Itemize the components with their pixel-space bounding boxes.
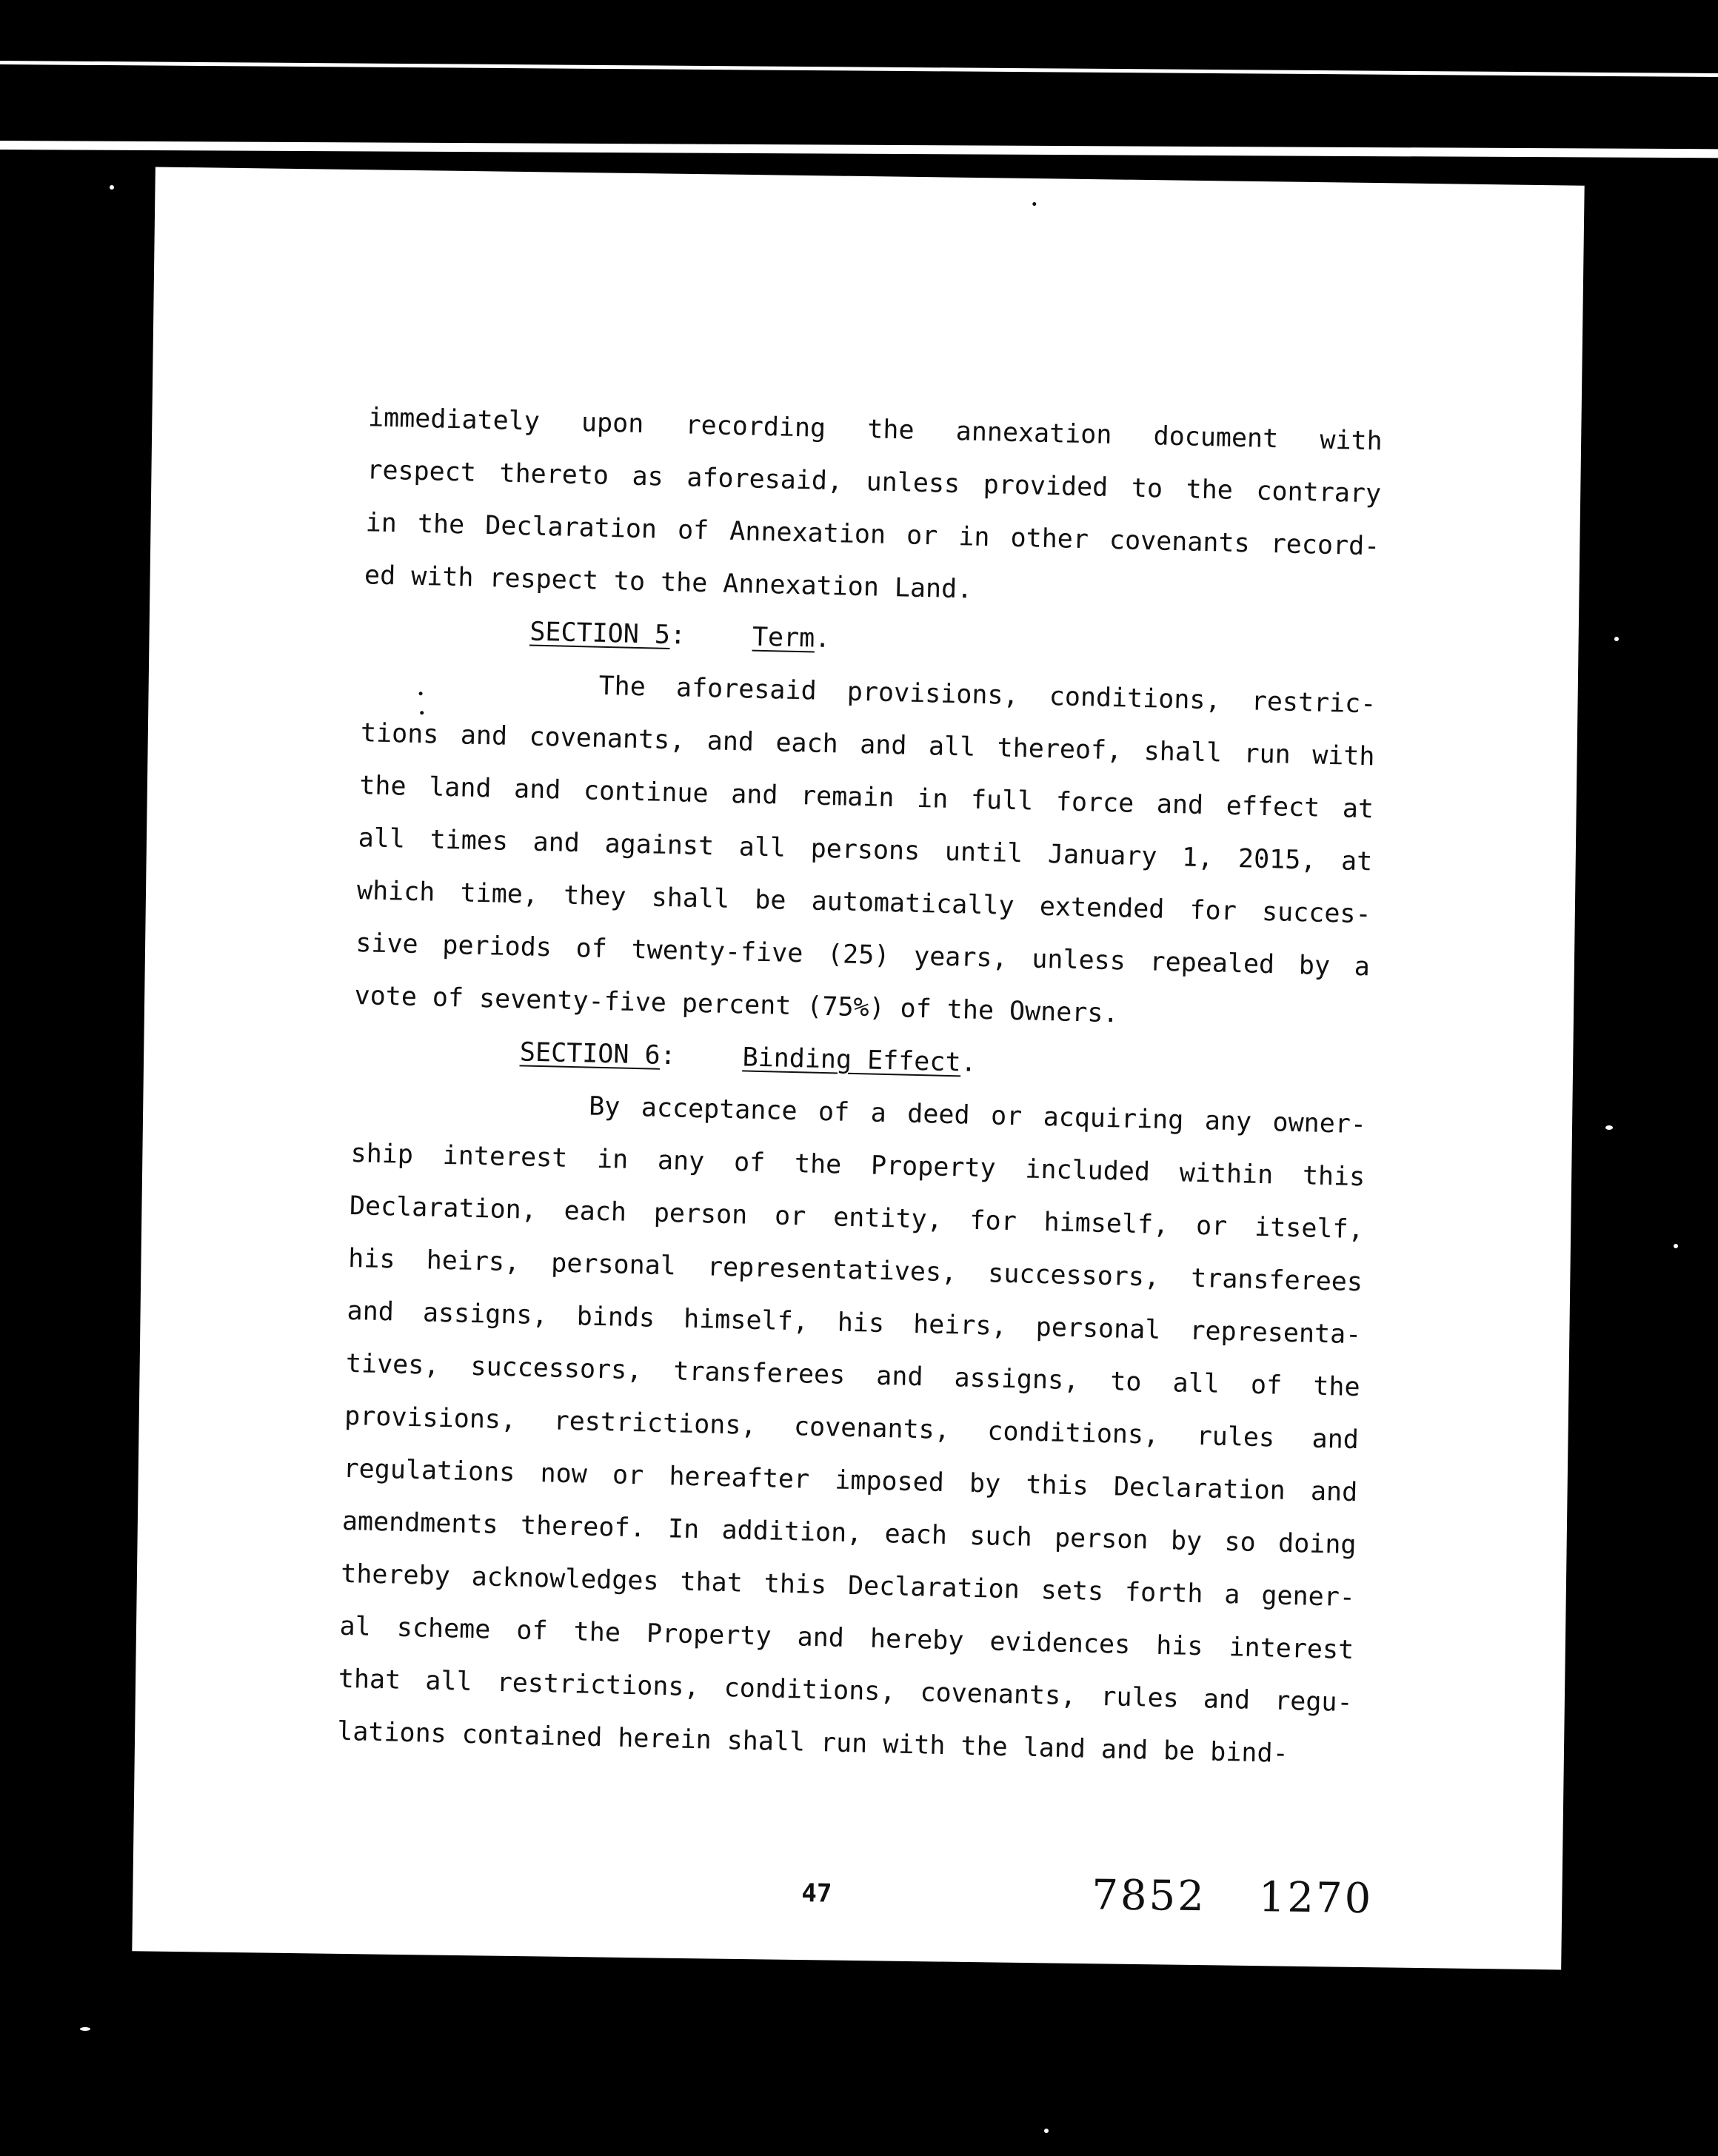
text-line: all times and against all persons until January 1, 2015, at — [358, 823, 1373, 877]
text-line: that all restrictions, conditions, covenants, rules and regu- — [338, 1664, 1354, 1718]
text-line: amendments thereof. In addition, each such person by so doing — [341, 1506, 1357, 1561]
scan-edge-line — [0, 61, 1718, 77]
scan-speck — [1044, 2129, 1049, 2133]
text-line: immediately upon recording the annexation document with — [367, 403, 1383, 457]
paragraph-term — [354, 654, 1377, 1046]
paragraph-annexation — [364, 392, 1383, 626]
section-5-heading: SECTION 5: Term. — [529, 617, 831, 654]
text-line: sive periods of twenty-five (25) years, unless repealed by a — [355, 928, 1371, 982]
text-line: al scheme of the Property and hereby evidences his interest — [339, 1611, 1354, 1666]
text-line: vote of seventy-five percent (75%) of the Owners. — [354, 981, 1119, 1029]
text-line: regulations now or hereafter imposed by this Declaration and — [343, 1453, 1358, 1508]
recording-stamp: 7852 1270 — [1091, 1871, 1374, 1924]
text-line: his heirs, personal representatives, successors, transferees — [347, 1243, 1363, 1298]
scan-speck — [80, 2027, 90, 2031]
text-line: ship interest in any of the Property included within this — [350, 1138, 1366, 1193]
margin-mark — [1032, 202, 1036, 206]
text-line: the land and continue and remain in full force and effect at — [358, 771, 1374, 825]
document-body — [336, 392, 1383, 1782]
scan-speck — [1605, 1125, 1613, 1130]
text-line: Declaration, each person or entity, for himself, or itself, — [349, 1191, 1365, 1245]
text-line: tions and covenants, and each and all thereof, shall run with — [360, 718, 1375, 772]
text-line: By acceptance of a deed or acquiring any owner- — [588, 1091, 1367, 1140]
section-6-number: SECTION 6 — [519, 1037, 661, 1071]
section-6-title: Binding Effect — [742, 1042, 961, 1078]
section-6-heading: SECTION 6: Binding Effect. — [519, 1037, 977, 1078]
text-line: which time, they shall be automatically extended for succes- — [356, 876, 1372, 930]
text-line: in the Declaration of Annexation or in other covenants record- — [365, 508, 1380, 562]
section-5-number: SECTION 5 — [529, 617, 671, 650]
text-line: ed with respect to the Annexation Land. — [364, 560, 973, 605]
text-line: respect thereto as aforesaid, unless provided to the contrary — [366, 455, 1382, 509]
text-line: and assigns, binds himself, his heirs, personal representa- — [347, 1296, 1362, 1350]
paragraph-binding-effect — [336, 1075, 1366, 1782]
text-line: tives, successors, transferees and assigns, to all of the — [345, 1348, 1361, 1403]
scan-edge-line — [0, 141, 1718, 158]
text-line: lations contained herein shall run with the land and be bind- — [336, 1716, 1289, 1770]
scan-speck — [110, 185, 114, 190]
page-number: 47 — [801, 1878, 832, 1909]
scan-speck — [1674, 1244, 1678, 1248]
text-line: The aforesaid provisions, conditions, restric- — [598, 671, 1377, 720]
scan-speck — [1614, 637, 1619, 641]
section-5-title: Term — [752, 622, 815, 654]
text-line: provisions, restrictions, covenants, conditions, rules and — [344, 1401, 1360, 1456]
document-page — [132, 167, 1584, 1969]
text-line: thereby acknowledges that this Declaration sets forth a gener- — [340, 1559, 1356, 1613]
